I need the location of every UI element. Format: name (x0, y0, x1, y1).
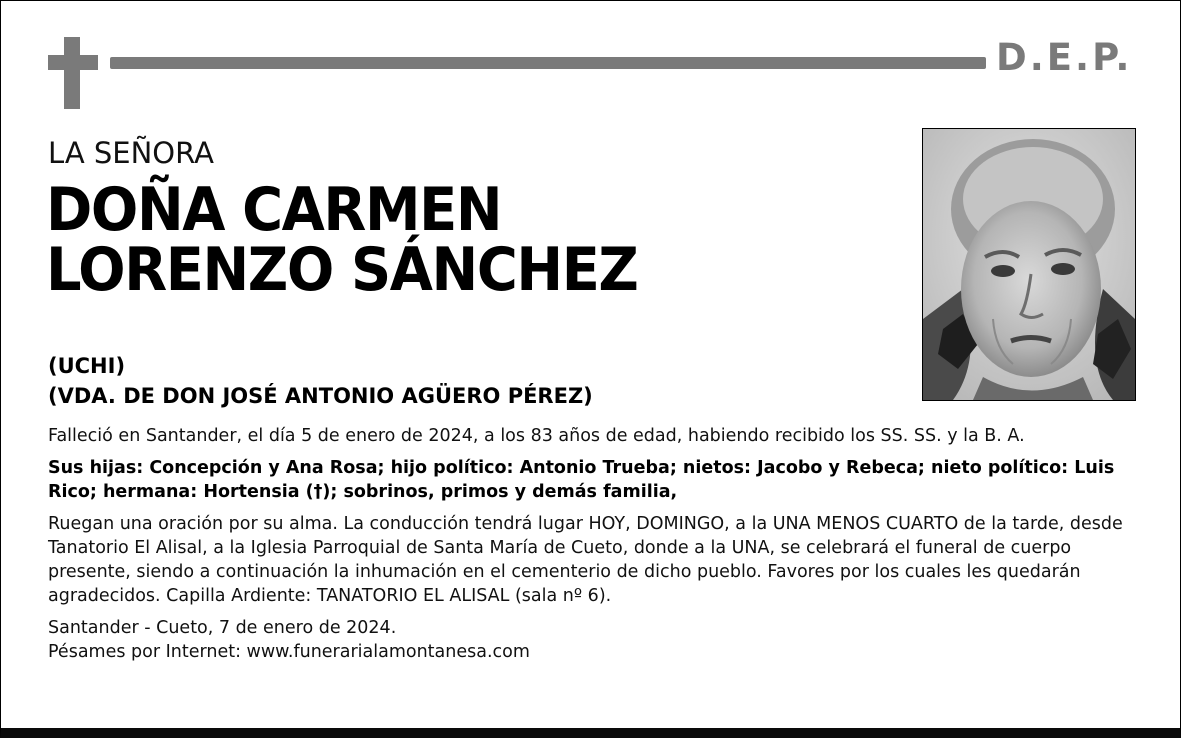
obituary-body (48, 424, 1138, 664)
funeral-details: Ruegan una oración por su alma. La conducción tendrá lugar HOY, DOMINGO, a la UNA MENOS CUARTO de la tarde, desde Tanatorio El Alisal, a la Iglesia Parroquial de Santa María de Cueto, donde a la UNA, se celebrará el funeral de cuerpo presente, siendo a continuación la inhumación en el cementerio de dicho pueblo. Favores por los cuales les quedarán agradecidos. Capilla Ardiente: TANATORIO EL ALISAL (sala nº 6). (48, 514, 1123, 606)
condolences-line: Pésames por Internet: www.funerarialamontanesa.com (48, 642, 530, 662)
portrait-photo (922, 128, 1136, 401)
cross-icon (64, 37, 80, 109)
death-notice: Falleció en Santander, el día 5 de enero de 2024, a los 83 años de edad, habiendo recibido los SS. SS. y la B. A. (48, 426, 1025, 446)
portrait-photo-icon (923, 129, 1135, 400)
nickname: (UCHI) (48, 354, 126, 378)
nickname-block (48, 351, 593, 411)
deceased-name (46, 175, 846, 305)
honorific-title: LA SEÑORA (48, 136, 214, 170)
cross-icon-arm (48, 55, 98, 70)
name-line-1: DOÑA CARMEN (46, 175, 502, 245)
header-rule (110, 57, 986, 69)
dep-label: D.E.P. (996, 36, 1133, 79)
family-list: Sus hijas: Concepción y Ana Rosa; hijo político: Antonio Trueba; nietos: Jacobo y Rebeca; nieto político: Luis Rico; hermana: Hortensia (†); sobrinos, primos y demás familia, (48, 458, 1115, 502)
place-date: Santander - Cueto, 7 de enero de 2024. (48, 618, 397, 638)
widow-of: (VDA. DE DON JOSÉ ANTONIO AGÜERO PÉREZ) (48, 384, 593, 408)
name-line-2: LORENZO SÁNCHEZ (46, 235, 638, 305)
